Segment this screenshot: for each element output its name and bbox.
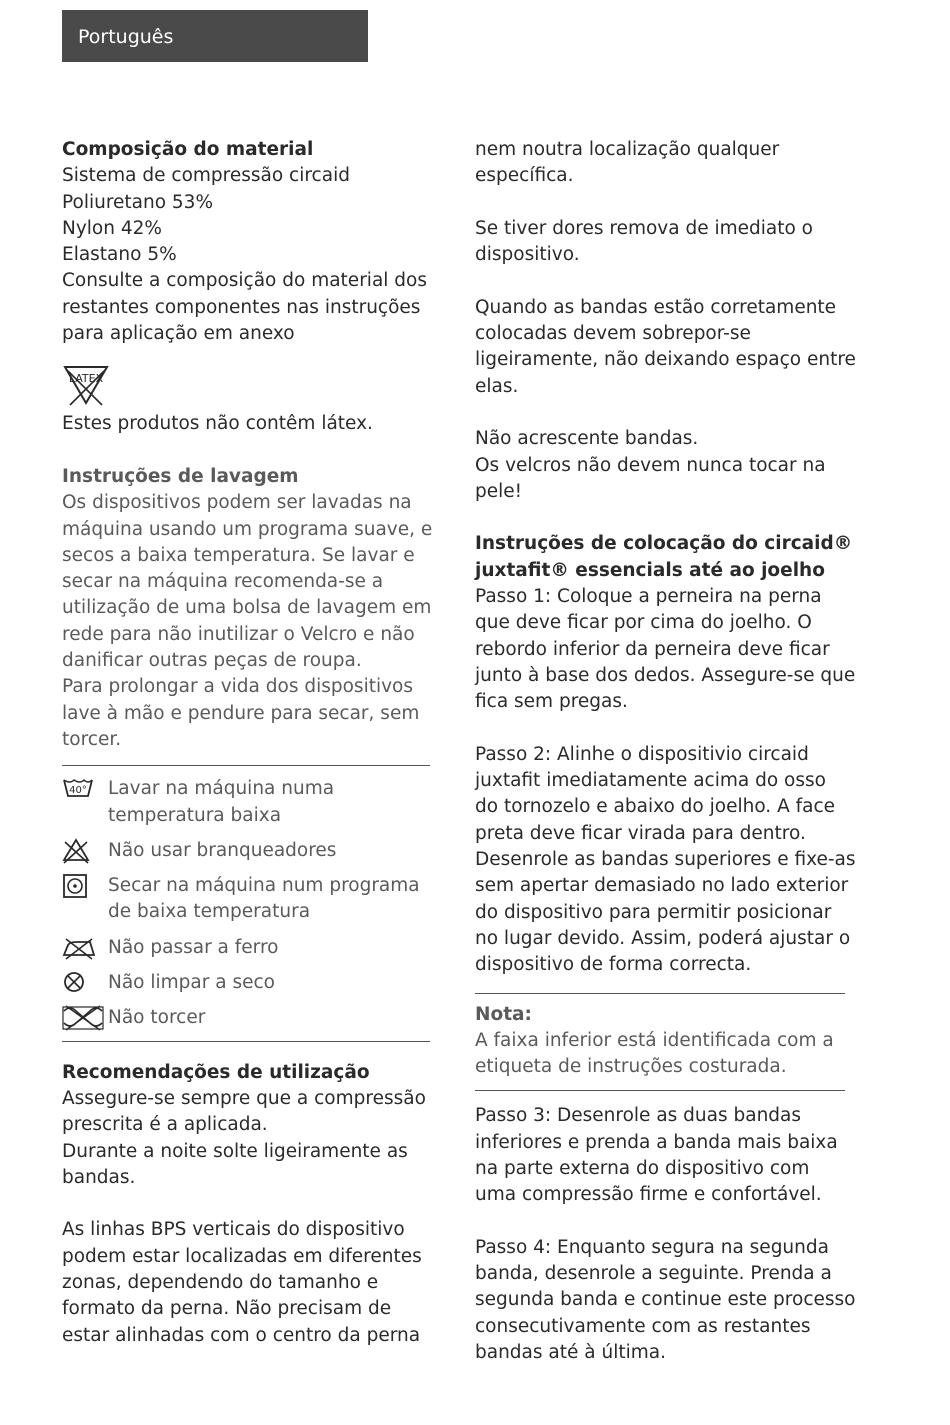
wash-line: danificar outras peças de roupa. xyxy=(62,650,362,672)
bps-line: zonas, dependendo do tamanho e xyxy=(62,1271,379,1293)
step3-line: na parte externa do dispositivo com xyxy=(475,1157,810,1179)
step3-line: uma compressão firme e confortável. xyxy=(475,1184,822,1206)
step1-line: fica sem pregas. xyxy=(475,691,628,713)
paragraph-line: dispositivo. xyxy=(475,244,580,266)
step1-line: que deve ficar por cima do joelho. O xyxy=(475,612,812,634)
step2-line: dispositivo de forma correcta. xyxy=(475,954,752,976)
care-row xyxy=(62,838,430,864)
step1-line: junto à base dos dedos. Assegure-se que xyxy=(475,664,856,686)
no-bleach-icon xyxy=(62,838,108,864)
care-symbols xyxy=(62,776,430,1031)
no-dry-clean-icon xyxy=(62,970,108,996)
step2-line: Desenrole as bandas superiores e fixe-as xyxy=(475,849,856,871)
divider xyxy=(62,1041,430,1042)
care-label: Secar na máquina num programa xyxy=(108,875,420,897)
paragraph-line: nem noutra localização qualquer xyxy=(475,139,780,160)
bps-line: podem estar localizadas em diferentes xyxy=(62,1245,422,1267)
material-line: Poliuretano 53% xyxy=(62,191,214,213)
left-column xyxy=(62,137,433,1349)
step4-line: consecutivamente com as restantes xyxy=(475,1315,811,1337)
paragraph-line: elas. xyxy=(475,375,519,397)
note-line: etiqueta de instruções costurada. xyxy=(475,1056,787,1078)
step4-line: banda, desenrole a seguinte. Prenda a xyxy=(475,1263,832,1285)
wash-line: secar na máquina recomenda-se a xyxy=(62,571,384,593)
language-tab: Português xyxy=(62,10,368,62)
paragraph-line: Se tiver dores remova de imediato o xyxy=(475,217,814,239)
step2-line: juxtafit imediatamente acima do osso xyxy=(475,770,826,792)
wash-line: rede para não inutilizar o Velcro e não xyxy=(62,623,415,645)
step2-line: no lugar devido. Assim, poderá ajustar o xyxy=(475,927,851,949)
wash-line: máquina usando um programa suave, e xyxy=(62,518,433,540)
care-row xyxy=(62,776,430,829)
material-line: Elastano 5% xyxy=(62,244,177,266)
paragraph-line: colocadas devem sobrepor-se xyxy=(475,323,751,345)
paragraph-line: ligeiramente, não deixando espaço entre xyxy=(475,349,856,371)
note-title: Nota: xyxy=(475,1003,532,1025)
divider xyxy=(62,765,430,766)
step2-line: sem apertar demasiado no lado exterior xyxy=(475,875,849,897)
wash-title: Instruções de lavagem xyxy=(62,465,299,487)
paragraph-line: Quando as bandas estão corretamente xyxy=(475,296,837,318)
wash-line: torcer. xyxy=(62,728,122,750)
paragraph-line: específica. xyxy=(475,165,574,187)
material-title: Composição do material xyxy=(62,139,314,160)
usage-title: Recomendações de utilização xyxy=(62,1061,370,1083)
fit-title: Instruções de colocação do circaid® xyxy=(475,533,853,555)
care-row xyxy=(62,873,430,926)
note-line: A faixa inferior está identificada com a xyxy=(475,1029,834,1051)
paragraph-line: pele! xyxy=(475,480,523,502)
care-row xyxy=(62,935,430,961)
material-line: Nylon 42% xyxy=(62,217,162,239)
material-line: Consulte a composição do material dos xyxy=(62,270,427,292)
wash-line: lave à mão e pendure para secar, sem xyxy=(62,702,420,724)
care-label: Não usar branqueadores xyxy=(108,839,337,861)
no-iron-icon xyxy=(62,935,108,961)
wash-line: secos a baixa temperatura. Se lavar e xyxy=(62,544,415,566)
step4-line: Passo 4: Enquanto segura na segunda xyxy=(475,1236,829,1258)
bps-line: estar alinhadas com o centro da perna xyxy=(62,1324,421,1346)
step4-line: bandas até à última. xyxy=(475,1342,666,1364)
bps-line: As linhas BPS verticais do dispositivo xyxy=(62,1219,405,1241)
care-label: Não passar a ferro xyxy=(108,936,279,958)
divider xyxy=(475,993,845,994)
care-label: temperatura baixa xyxy=(108,804,282,826)
no-wring-icon xyxy=(62,1005,108,1031)
wash-line: Para prolongar a vida dos dispositivos xyxy=(62,676,414,698)
usage-line: bandas. xyxy=(62,1166,136,1188)
latex-icon-label: LATEX xyxy=(68,372,104,386)
material-line: Sistema de compressão circaid xyxy=(62,165,350,187)
care-label: Não torcer xyxy=(108,1007,206,1029)
right-column xyxy=(475,137,856,1366)
paragraph-line: Os velcros não devem nunca tocar na xyxy=(475,454,826,476)
usage-line: Assegure-se sempre que a compressão xyxy=(62,1087,426,1109)
paragraph-line: Não acrescente bandas. xyxy=(475,428,699,450)
step1-line: rebordo inferior da perneira deve ficar xyxy=(475,638,830,660)
care-label: de baixa temperatura xyxy=(108,901,311,923)
divider xyxy=(475,1090,845,1091)
wash-40-icon xyxy=(62,776,108,802)
step2-line: Passo 2: Alinhe o dispositivio circaid xyxy=(475,743,809,765)
tumble-dry-low-icon xyxy=(62,873,108,899)
step1-line: Passo 1: Coloque a perneira na perna xyxy=(475,586,822,608)
care-row xyxy=(62,970,430,996)
bps-line: formato da perna. Não precisam de xyxy=(62,1298,392,1320)
step3-line: Passo 3: Desenrole as duas bandas xyxy=(475,1105,802,1127)
latex-text: Estes produtos não contêm látex. xyxy=(62,413,373,435)
svg-text:40°: 40° xyxy=(69,785,87,797)
care-label: Não limpar a seco xyxy=(108,972,275,994)
usage-line: Durante a noite solte ligeiramente as xyxy=(62,1140,408,1162)
care-label: Lavar na máquina numa xyxy=(108,778,335,800)
step2-line: do tornozelo e abaixo do joelho. A face xyxy=(475,796,836,818)
step3-line: inferiores e prenda a banda mais baixa xyxy=(475,1131,838,1153)
material-line: restantes componentes nas instruções xyxy=(62,296,421,318)
step4-line: segunda banda e continue este processo xyxy=(475,1289,856,1311)
care-row xyxy=(62,1005,430,1031)
step2-line: do dispositivo para permitir posicionar xyxy=(475,901,832,923)
usage-line: prescrita é a aplicada. xyxy=(62,1114,268,1136)
wash-line: Os dispositivos podem ser lavadas na xyxy=(62,492,412,514)
latex-free-icon xyxy=(62,363,110,407)
wash-line: utilização de uma bolsa de lavagem em xyxy=(62,597,432,619)
step2-line: preta deve ficar virada para dentro. xyxy=(475,822,806,844)
fit-title: juxtafit® essencials até ao joelho xyxy=(475,559,825,581)
material-line: para aplicação em anexo xyxy=(62,323,295,345)
